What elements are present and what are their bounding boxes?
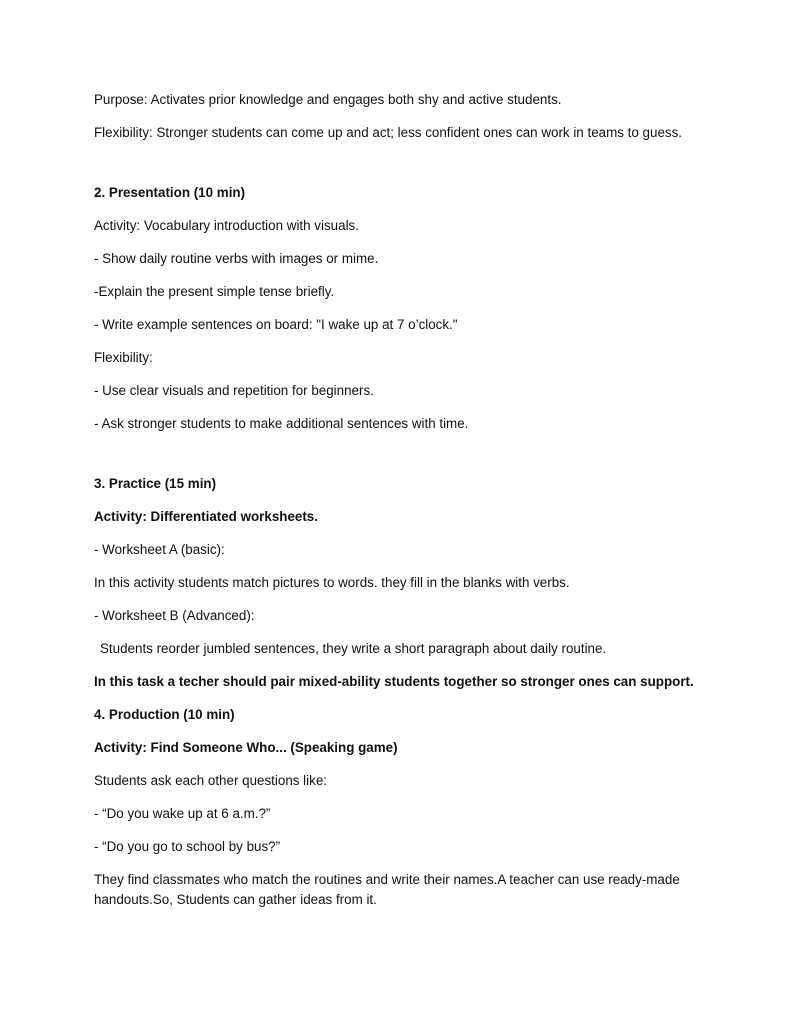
presentation-flexibility-label: Flexibility: bbox=[94, 350, 153, 365]
section-heading-production: 4. Production (10 min) bbox=[94, 707, 235, 722]
production-question: - “Do you go to school by bus?” bbox=[94, 839, 281, 854]
worksheet-b-label: - Worksheet B (Advanced): bbox=[94, 608, 255, 623]
document-body bbox=[94, 90, 734, 924]
presentation-flexibility-item: - Use clear visuals and repetition for beginners. bbox=[94, 383, 374, 398]
flexibility-paragraph: Flexibility: Stronger students can come up and act; less confident ones can work in teams to guess. bbox=[94, 125, 683, 140]
worksheet-a-description: In this activity students match pictures to words. they fill in the blanks with verbs. bbox=[94, 575, 570, 590]
production-activity: Activity: Find Someone Who... (Speaking game) bbox=[94, 740, 398, 755]
presentation-step: -Explain the present simple tense briefly. bbox=[94, 284, 335, 299]
presentation-flexibility-item: - Ask stronger students to make additional sentences with time. bbox=[94, 416, 469, 431]
section-heading-presentation: 2. Presentation (10 min) bbox=[94, 185, 246, 200]
purpose-paragraph: Purpose: Activates prior knowledge and engages both shy and active students. bbox=[94, 92, 562, 107]
presentation-step: - Show daily routine verbs with images or mime. bbox=[94, 251, 379, 266]
production-question: - “Do you wake up at 6 a.m.?” bbox=[94, 806, 271, 821]
presentation-activity: Activity: Vocabulary introduction with visuals. bbox=[94, 218, 359, 233]
practice-activity: Activity: Differentiated worksheets. bbox=[94, 509, 318, 524]
worksheet-a-label: - Worksheet A (basic): bbox=[94, 542, 225, 557]
presentation-step: - Write example sentences on board: "I wake up at 7 o’clock." bbox=[94, 317, 458, 332]
worksheet-b-description: Students reorder jumbled sentences, they write a short paragraph about daily routine. bbox=[100, 641, 607, 656]
production-instruction: Students ask each other questions like: bbox=[94, 773, 327, 788]
production-summary: They find classmates who match the routines and write their names.A teacher can use ready-made handouts.So, Students can gather ideas from it. bbox=[94, 872, 684, 907]
practice-pairing-note: In this task a techer should pair mixed-ability students together so stronger ones can support. bbox=[94, 674, 694, 689]
section-heading-practice: 3. Practice (15 min) bbox=[94, 476, 217, 491]
